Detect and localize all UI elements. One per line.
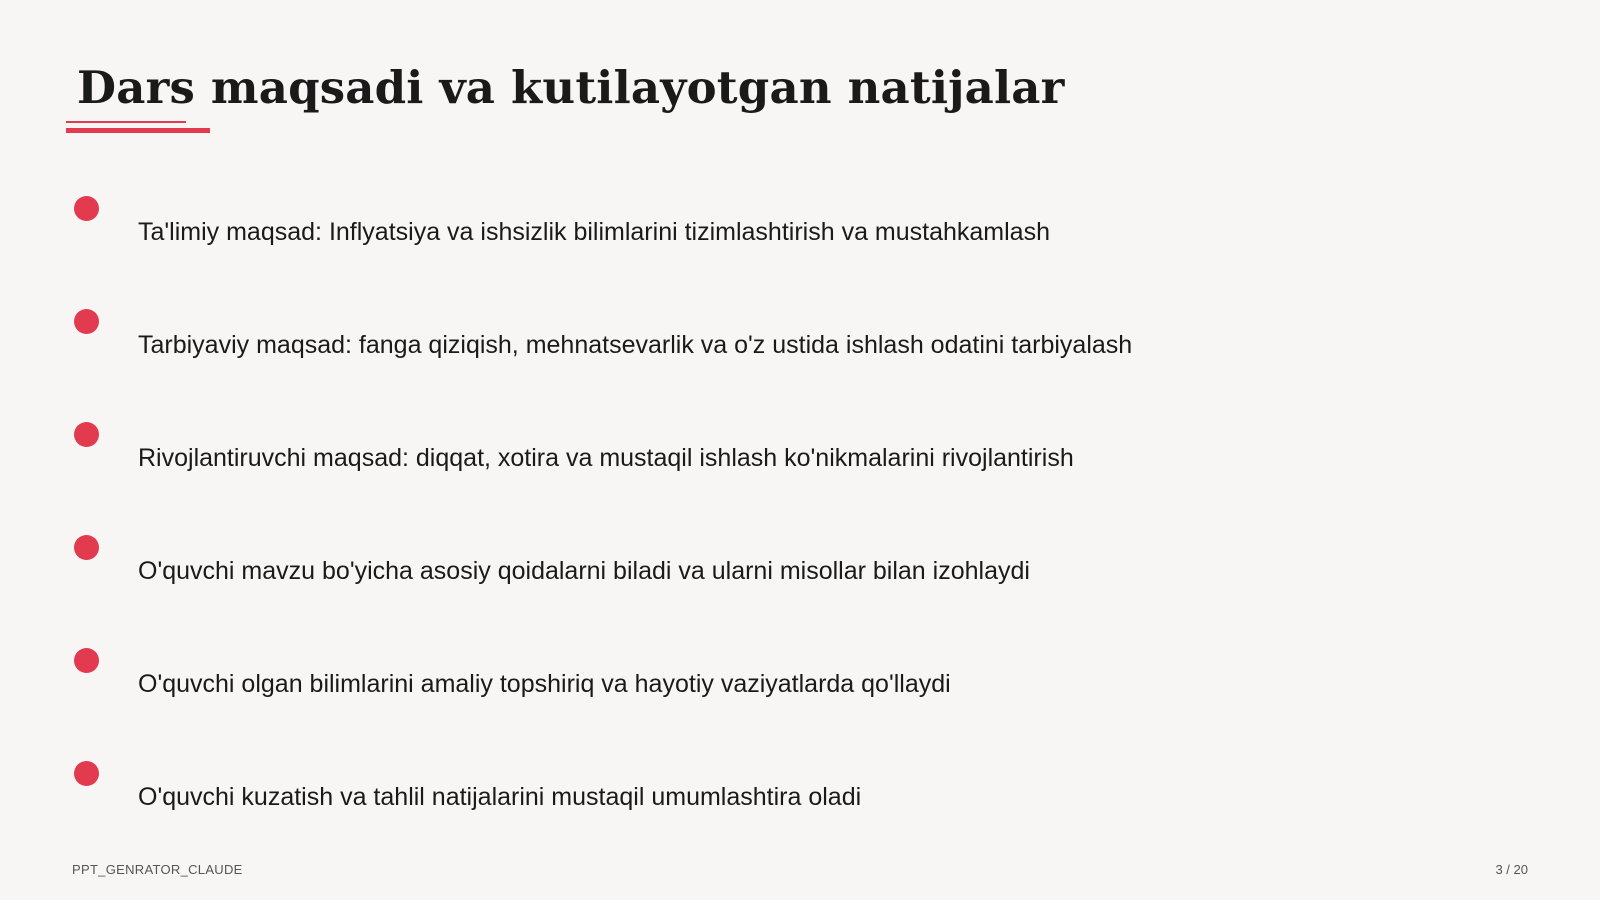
bullet-text: Rivojlantiruvchi maqsad: diqqat, xotira va mustaqil ishlash ko'nikmalarini rivojlantirish (138, 444, 1074, 472)
bullet-dot-icon (74, 422, 99, 447)
bullet-dot-icon (74, 196, 99, 221)
bullet-dot-icon (74, 761, 99, 786)
page-indicator: 3 / 20 (1495, 862, 1528, 877)
bullet-item (0, 309, 1400, 389)
slide-title: Dars maqsadi va kutilayotgan natijalar (77, 61, 1065, 114)
bullet-text: Ta'limiy maqsad: Inflyatsiya va ishsizlik bilimlarini tizimlashtirish va mustahkamlash (138, 218, 1050, 246)
bullet-dot-icon (74, 309, 99, 334)
bullet-text: Tarbiyaviy maqsad: fanga qiziqish, mehnatsevarlik va o'z ustida ishlash odatini tarbiyalash (138, 331, 1133, 359)
bullet-item (0, 761, 1400, 841)
bullet-dot-icon (74, 648, 99, 673)
bullet-item (0, 422, 1400, 502)
footer-brand: PPT_GENRATOR_CLAUDE (72, 862, 243, 877)
bullet-item (0, 648, 1400, 728)
bullet-text: O'quvchi kuzatish va tahlil natijalarini mustaqil umumlashtira oladi (138, 783, 862, 811)
bullet-item (0, 196, 1400, 276)
bullet-dot-icon (74, 535, 99, 560)
bullet-text: O'quvchi mavzu bo'yicha asosiy qoidalarni biladi va ularni misollar bilan izohlaydi (138, 557, 1030, 585)
bullet-item (0, 535, 1400, 615)
bullet-text: O'quvchi olgan bilimlarini amaliy topshiriq va hayotiy vaziyatlarda qo'llaydi (138, 670, 951, 698)
